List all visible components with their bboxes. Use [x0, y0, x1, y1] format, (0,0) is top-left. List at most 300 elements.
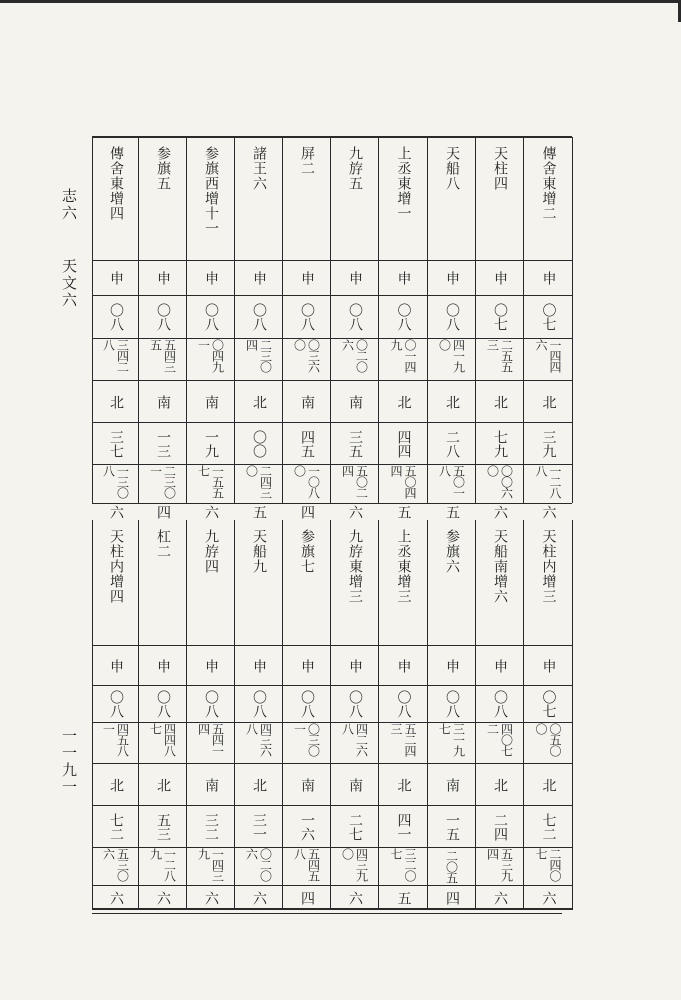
cell-degree-a	[139, 296, 186, 338]
cell-degree-b	[139, 423, 186, 464]
cell-text: 四	[155, 505, 171, 519]
cell-magnitude	[235, 504, 282, 520]
cell-text: 三七	[108, 429, 124, 458]
cell-direction-a	[187, 261, 234, 295]
cell-text: 天柱内增四	[108, 529, 124, 604]
cell-value-a	[524, 339, 572, 380]
cell-degree-a	[187, 296, 234, 338]
cell-text: 六	[540, 891, 557, 905]
cell-text: 〇五〇〇	[534, 723, 562, 756]
cell-text: 〇三六〇	[292, 339, 321, 372]
cell-star-name	[235, 521, 282, 645]
cell-text: 六	[347, 891, 363, 905]
page-number: 一一九一	[60, 728, 78, 796]
cell-text: 四〇七二	[485, 723, 514, 756]
cell-star-name	[428, 521, 475, 645]
cell-direction-a	[187, 646, 234, 685]
cell-value-b	[93, 848, 138, 885]
cell-text: 申	[395, 271, 412, 285]
cell-direction-a	[331, 646, 378, 685]
cell-text: 〇三〇一	[292, 723, 321, 756]
cell-value-a	[235, 339, 282, 380]
cell-text: 屏二	[299, 146, 315, 176]
cell-text: 〇八	[395, 690, 412, 718]
cell-text: 申	[155, 271, 171, 285]
cell-text: 六	[492, 505, 508, 519]
cell-text: 申	[299, 658, 315, 673]
cell-value-b	[235, 848, 282, 885]
cell-direction-a	[524, 646, 572, 685]
cell-direction-a	[379, 646, 427, 685]
cell-text: 申	[203, 271, 219, 285]
cell-text: 〇八	[203, 303, 219, 331]
cell-star-name	[93, 138, 138, 260]
cell-text: 二三〇一	[148, 465, 177, 498]
cell-text: 北	[108, 777, 124, 792]
cell-value-b	[428, 848, 475, 885]
cell-text: 〇〇	[251, 429, 267, 458]
cell-magnitude	[93, 504, 138, 520]
cell-direction-b	[476, 381, 523, 422]
cell-degree-a	[235, 686, 282, 722]
cell-text: 四三六八	[244, 723, 273, 756]
cell-direction-a	[524, 261, 572, 295]
cell-degree-b	[187, 806, 234, 847]
cell-text: 諸王六	[251, 146, 267, 191]
cell-text: 参旗西增十一	[203, 146, 219, 236]
cell-text: 七二	[540, 812, 557, 841]
cell-text: 北	[251, 777, 267, 792]
cell-value-b	[93, 465, 138, 503]
cell-degree-a	[476, 686, 523, 722]
cell-degree-a	[524, 296, 572, 338]
cell-degree-a	[428, 686, 475, 722]
cell-value-b	[331, 465, 378, 503]
cell-text: 四四八七	[148, 723, 177, 756]
cell-text: 南	[203, 394, 219, 409]
cell-direction-b	[187, 381, 234, 422]
cell-degree-b	[524, 806, 572, 847]
cell-degree-a	[139, 686, 186, 722]
cell-text: 〇一四九	[389, 339, 417, 372]
cell-magnitude	[428, 886, 475, 910]
cell-degree-b	[524, 423, 572, 464]
cell-degree-b	[235, 806, 282, 847]
cell-text: 南	[347, 394, 363, 409]
cell-text: 北	[540, 777, 557, 792]
cell-text: 申	[540, 271, 557, 285]
cell-direction-a	[428, 261, 475, 295]
cell-text: 南	[347, 777, 363, 792]
cell-text: 九斿五	[347, 146, 363, 191]
cell-value-a	[379, 339, 427, 380]
cell-degree-a	[93, 296, 138, 338]
cell-magnitude	[476, 504, 523, 520]
cell-direction-b	[331, 381, 378, 422]
cell-degree-b	[139, 806, 186, 847]
cell-direction-a	[476, 646, 523, 685]
cell-direction-b	[235, 381, 282, 422]
cell-text: 北	[155, 777, 171, 792]
cell-magnitude	[428, 504, 475, 520]
cell-text: 五四三五	[148, 339, 177, 372]
cell-text: 〇八	[395, 303, 412, 331]
cell-text: 五〇一八	[437, 465, 466, 498]
cell-text: 北	[395, 777, 412, 792]
cell-text: 九斿東增三	[347, 529, 363, 604]
cell-star-name	[331, 138, 378, 260]
cell-text: 上丞東增一	[395, 146, 412, 221]
column-rule	[572, 520, 573, 910]
cell-text: 〇八	[251, 303, 267, 331]
cell-star-name	[428, 138, 475, 260]
cell-text: 四一九〇	[437, 339, 466, 372]
cell-text: 申	[155, 658, 171, 673]
cell-text: 二〇五	[444, 850, 459, 883]
cell-star-name	[139, 138, 186, 260]
cell-text: 天柱内增三	[540, 529, 557, 604]
cell-text: 九斿四	[203, 529, 219, 574]
cell-magnitude	[283, 504, 330, 520]
cell-text: 五三〇六	[101, 848, 130, 881]
cell-value-a	[139, 723, 186, 763]
cell-text: 〇八	[251, 690, 267, 718]
cell-magnitude	[139, 886, 186, 910]
cell-direction-b	[139, 764, 186, 805]
cell-text: 六	[251, 891, 267, 905]
cell-text: 〇八	[203, 690, 219, 718]
cell-text: 〇八	[299, 303, 315, 331]
cell-direction-b	[93, 764, 138, 805]
cell-degree-b	[379, 806, 427, 847]
cell-text: 四五八一	[101, 723, 130, 756]
cell-magnitude	[379, 504, 427, 520]
cell-text: 三一	[251, 812, 267, 841]
cell-degree-a	[476, 296, 523, 338]
cell-degree-a	[283, 296, 330, 338]
cell-star-name	[476, 521, 523, 645]
cell-direction-b	[524, 764, 572, 805]
cell-degree-b	[379, 423, 427, 464]
cell-text: 南	[299, 394, 315, 409]
cell-text: 一九	[203, 429, 219, 458]
cell-value-b	[235, 465, 282, 503]
cell-direction-a	[379, 261, 427, 295]
cell-degree-b	[283, 806, 330, 847]
cell-text: 二五五三	[485, 339, 514, 372]
cell-degree-b	[331, 806, 378, 847]
cell-text: 〇二〇六	[340, 339, 369, 372]
cell-text: 一四四六	[534, 339, 562, 372]
cell-star-name	[476, 138, 523, 260]
cell-text: 北	[444, 394, 460, 409]
cell-text: 三五	[347, 429, 363, 458]
cell-text: 申	[347, 271, 363, 285]
cell-text: 三九	[540, 429, 557, 458]
cell-degree-b	[428, 423, 475, 464]
cell-text: 六	[108, 891, 124, 905]
cell-text: 申	[299, 271, 315, 285]
cell-text: 六	[540, 505, 557, 519]
cell-text: 二七	[347, 812, 363, 841]
cell-text: 一六	[299, 812, 315, 841]
cell-text: 五三九四	[485, 848, 514, 881]
cell-direction-b	[283, 381, 330, 422]
cell-direction-b	[428, 381, 475, 422]
cell-magnitude	[93, 886, 138, 910]
cell-value-a	[283, 339, 330, 380]
cell-text: 〇八	[108, 303, 124, 331]
cell-magnitude	[476, 886, 523, 910]
cell-text: 申	[395, 658, 412, 673]
cell-text: 〇二〇六	[244, 848, 273, 881]
cell-value-b	[524, 465, 572, 503]
cell-text: 上丞東增三	[395, 529, 412, 604]
cell-text: 申	[108, 658, 124, 673]
cell-magnitude	[139, 504, 186, 520]
cell-star-name	[139, 521, 186, 645]
cell-degree-b	[476, 806, 523, 847]
cell-text: 〇八	[108, 690, 124, 718]
cell-magnitude	[524, 886, 572, 910]
cell-star-name	[331, 521, 378, 645]
cell-text: 一四三九	[196, 848, 225, 881]
cell-text: 一三〇八	[101, 465, 130, 498]
cell-text: 〇八	[347, 303, 363, 331]
cell-text: 申	[203, 658, 219, 673]
cell-text: 二八	[444, 429, 460, 458]
cell-text: 申	[492, 658, 508, 673]
cell-value-b	[379, 848, 427, 885]
cell-text: 六	[203, 505, 219, 519]
cell-text: 一二八九	[148, 848, 177, 881]
cell-text: 一五五七	[196, 465, 225, 498]
cell-text: 五三	[155, 812, 171, 841]
cell-degree-b	[93, 806, 138, 847]
cell-text: 〇〇六〇	[485, 465, 514, 498]
cell-text: 二四	[492, 812, 508, 841]
cell-direction-a	[139, 261, 186, 295]
cell-direction-b	[476, 764, 523, 805]
cell-value-b	[139, 465, 186, 503]
cell-text: 申	[347, 658, 363, 673]
cell-value-a	[331, 723, 378, 763]
cell-degree-a	[379, 296, 427, 338]
cell-text: 申	[251, 658, 267, 673]
cell-text: 〇四九一	[196, 339, 225, 372]
cell-direction-b	[235, 764, 282, 805]
cell-degree-b	[235, 423, 282, 464]
cell-text: 天柱四	[492, 146, 508, 191]
cell-magnitude	[283, 886, 330, 910]
cell-degree-a	[428, 296, 475, 338]
cell-value-a	[331, 339, 378, 380]
cell-text: 〇八	[444, 303, 460, 331]
cell-direction-a	[93, 261, 138, 295]
cell-value-b	[524, 848, 572, 885]
cell-magnitude	[187, 886, 234, 910]
cell-text: 一〇八〇	[292, 465, 321, 498]
cell-text: 五四五八	[292, 848, 321, 881]
cell-text: 北	[108, 394, 124, 409]
cell-direction-b	[379, 381, 427, 422]
cell-degree-b	[187, 423, 234, 464]
cell-text: 南	[444, 777, 460, 792]
cell-text: 三二〇七	[389, 848, 417, 881]
cell-direction-a	[139, 646, 186, 685]
cell-text: 参旗五	[155, 146, 171, 191]
cell-text: 〇七	[540, 690, 557, 718]
cell-text: 申	[108, 271, 124, 285]
cell-text: 五	[251, 505, 267, 519]
cell-text: 一二八八	[534, 465, 562, 498]
cell-value-b	[283, 465, 330, 503]
cell-text: 〇八	[347, 690, 363, 718]
cell-magnitude	[331, 886, 378, 910]
cell-text: 天船南增六	[492, 529, 508, 604]
cell-value-a	[187, 723, 234, 763]
cell-value-a	[283, 723, 330, 763]
cell-text: 〇八	[155, 690, 171, 718]
cell-text: 五	[395, 891, 412, 905]
cell-star-name	[93, 521, 138, 645]
running-head-volume: 志六	[60, 188, 78, 222]
cell-text: 二四三〇	[244, 465, 273, 498]
cell-text: 申	[492, 271, 508, 285]
cell-text: 六	[155, 891, 171, 905]
cell-direction-a	[235, 646, 282, 685]
cell-star-name	[379, 521, 427, 645]
cell-star-name	[283, 138, 330, 260]
cell-value-a	[379, 723, 427, 763]
cell-value-a	[93, 723, 138, 763]
cell-value-b	[476, 465, 523, 503]
cell-text: 杠二	[155, 529, 171, 559]
cell-text: 六	[347, 505, 363, 519]
cell-degree-a	[93, 686, 138, 722]
cell-degree-b	[476, 423, 523, 464]
cell-direction-a	[331, 261, 378, 295]
cell-star-name	[524, 521, 572, 645]
cell-text: 〇七	[492, 303, 508, 331]
cell-text: 申	[444, 271, 460, 285]
cell-value-a	[139, 339, 186, 380]
running-head-section: 天文六	[60, 258, 78, 309]
cell-text: 申	[251, 271, 267, 285]
cell-direction-b	[93, 381, 138, 422]
cell-direction-b	[331, 764, 378, 805]
cell-direction-b	[139, 381, 186, 422]
cell-degree-a	[235, 296, 282, 338]
cell-text: 天船九	[251, 529, 267, 574]
cell-star-name	[379, 138, 427, 260]
cell-value-b	[139, 848, 186, 885]
cell-text: 四二六八	[340, 723, 369, 756]
cell-value-b	[187, 848, 234, 885]
cell-text: 三四二八	[101, 339, 130, 372]
cell-text: 北	[395, 394, 412, 409]
cell-text: 参旗六	[444, 529, 460, 574]
cell-direction-b	[428, 764, 475, 805]
cell-degree-a	[524, 686, 572, 722]
cell-direction-a	[283, 646, 330, 685]
cell-magnitude	[235, 886, 282, 910]
cell-degree-b	[331, 423, 378, 464]
cell-degree-b	[428, 806, 475, 847]
cell-text: 一五	[444, 812, 460, 841]
cell-value-b	[187, 465, 234, 503]
cell-text: 北	[492, 777, 508, 792]
cell-text: 傳舍東增四	[108, 146, 124, 221]
table-bottom-rule-extension	[92, 913, 562, 914]
cell-text: 北	[251, 394, 267, 409]
cell-value-a	[476, 723, 523, 763]
cell-text: 四	[444, 891, 460, 905]
cell-value-a	[187, 339, 234, 380]
cell-magnitude	[187, 504, 234, 520]
cell-text: 五	[444, 505, 460, 519]
cell-text: 四四	[395, 429, 412, 458]
cell-degree-a	[331, 686, 378, 722]
cell-text: 北	[492, 394, 508, 409]
cell-text: 北	[540, 394, 557, 409]
cell-text: 四	[299, 891, 315, 905]
cell-degree-a	[331, 296, 378, 338]
cell-text: 四一	[395, 812, 412, 841]
cell-magnitude	[331, 504, 378, 520]
cell-text: 三一九七	[437, 723, 466, 756]
cell-text: 〇八	[299, 690, 315, 718]
cell-value-b	[428, 465, 475, 503]
cell-degree-a	[283, 686, 330, 722]
cell-star-name	[187, 138, 234, 260]
cell-direction-a	[93, 646, 138, 685]
cell-text: 六	[492, 891, 508, 905]
cell-direction-a	[428, 646, 475, 685]
cell-text: 傳舍東增二	[540, 146, 557, 221]
cell-text: 五	[395, 505, 412, 519]
cell-direction-b	[283, 764, 330, 805]
cell-text: 南	[203, 777, 219, 792]
cell-text: 〇七	[540, 303, 557, 331]
cell-text: 二三〇四	[244, 339, 273, 372]
cell-text: 南	[299, 777, 315, 792]
cell-text: 〇八	[492, 690, 508, 718]
cell-direction-b	[379, 764, 427, 805]
cell-value-b	[379, 465, 427, 503]
cell-degree-b	[93, 423, 138, 464]
cell-text: 天船八	[444, 146, 460, 191]
cell-text: 〇八	[155, 303, 171, 331]
cell-value-a	[428, 339, 475, 380]
cell-value-a	[524, 723, 572, 763]
cell-value-a	[235, 723, 282, 763]
cell-direction-b	[524, 381, 572, 422]
cell-text: 七二	[108, 812, 124, 841]
cell-degree-a	[187, 686, 234, 722]
cell-value-b	[283, 848, 330, 885]
cell-value-a	[93, 339, 138, 380]
cell-text: 申	[444, 658, 460, 673]
cell-text: 五四一四	[196, 723, 225, 756]
cell-star-name	[187, 521, 234, 645]
cell-text: 申	[540, 658, 557, 673]
cell-direction-b	[187, 764, 234, 805]
cell-text: 四三九〇	[340, 848, 369, 881]
cell-text: 二四〇七	[534, 848, 562, 881]
cell-value-a	[476, 339, 523, 380]
cell-text: 七九	[492, 429, 508, 458]
